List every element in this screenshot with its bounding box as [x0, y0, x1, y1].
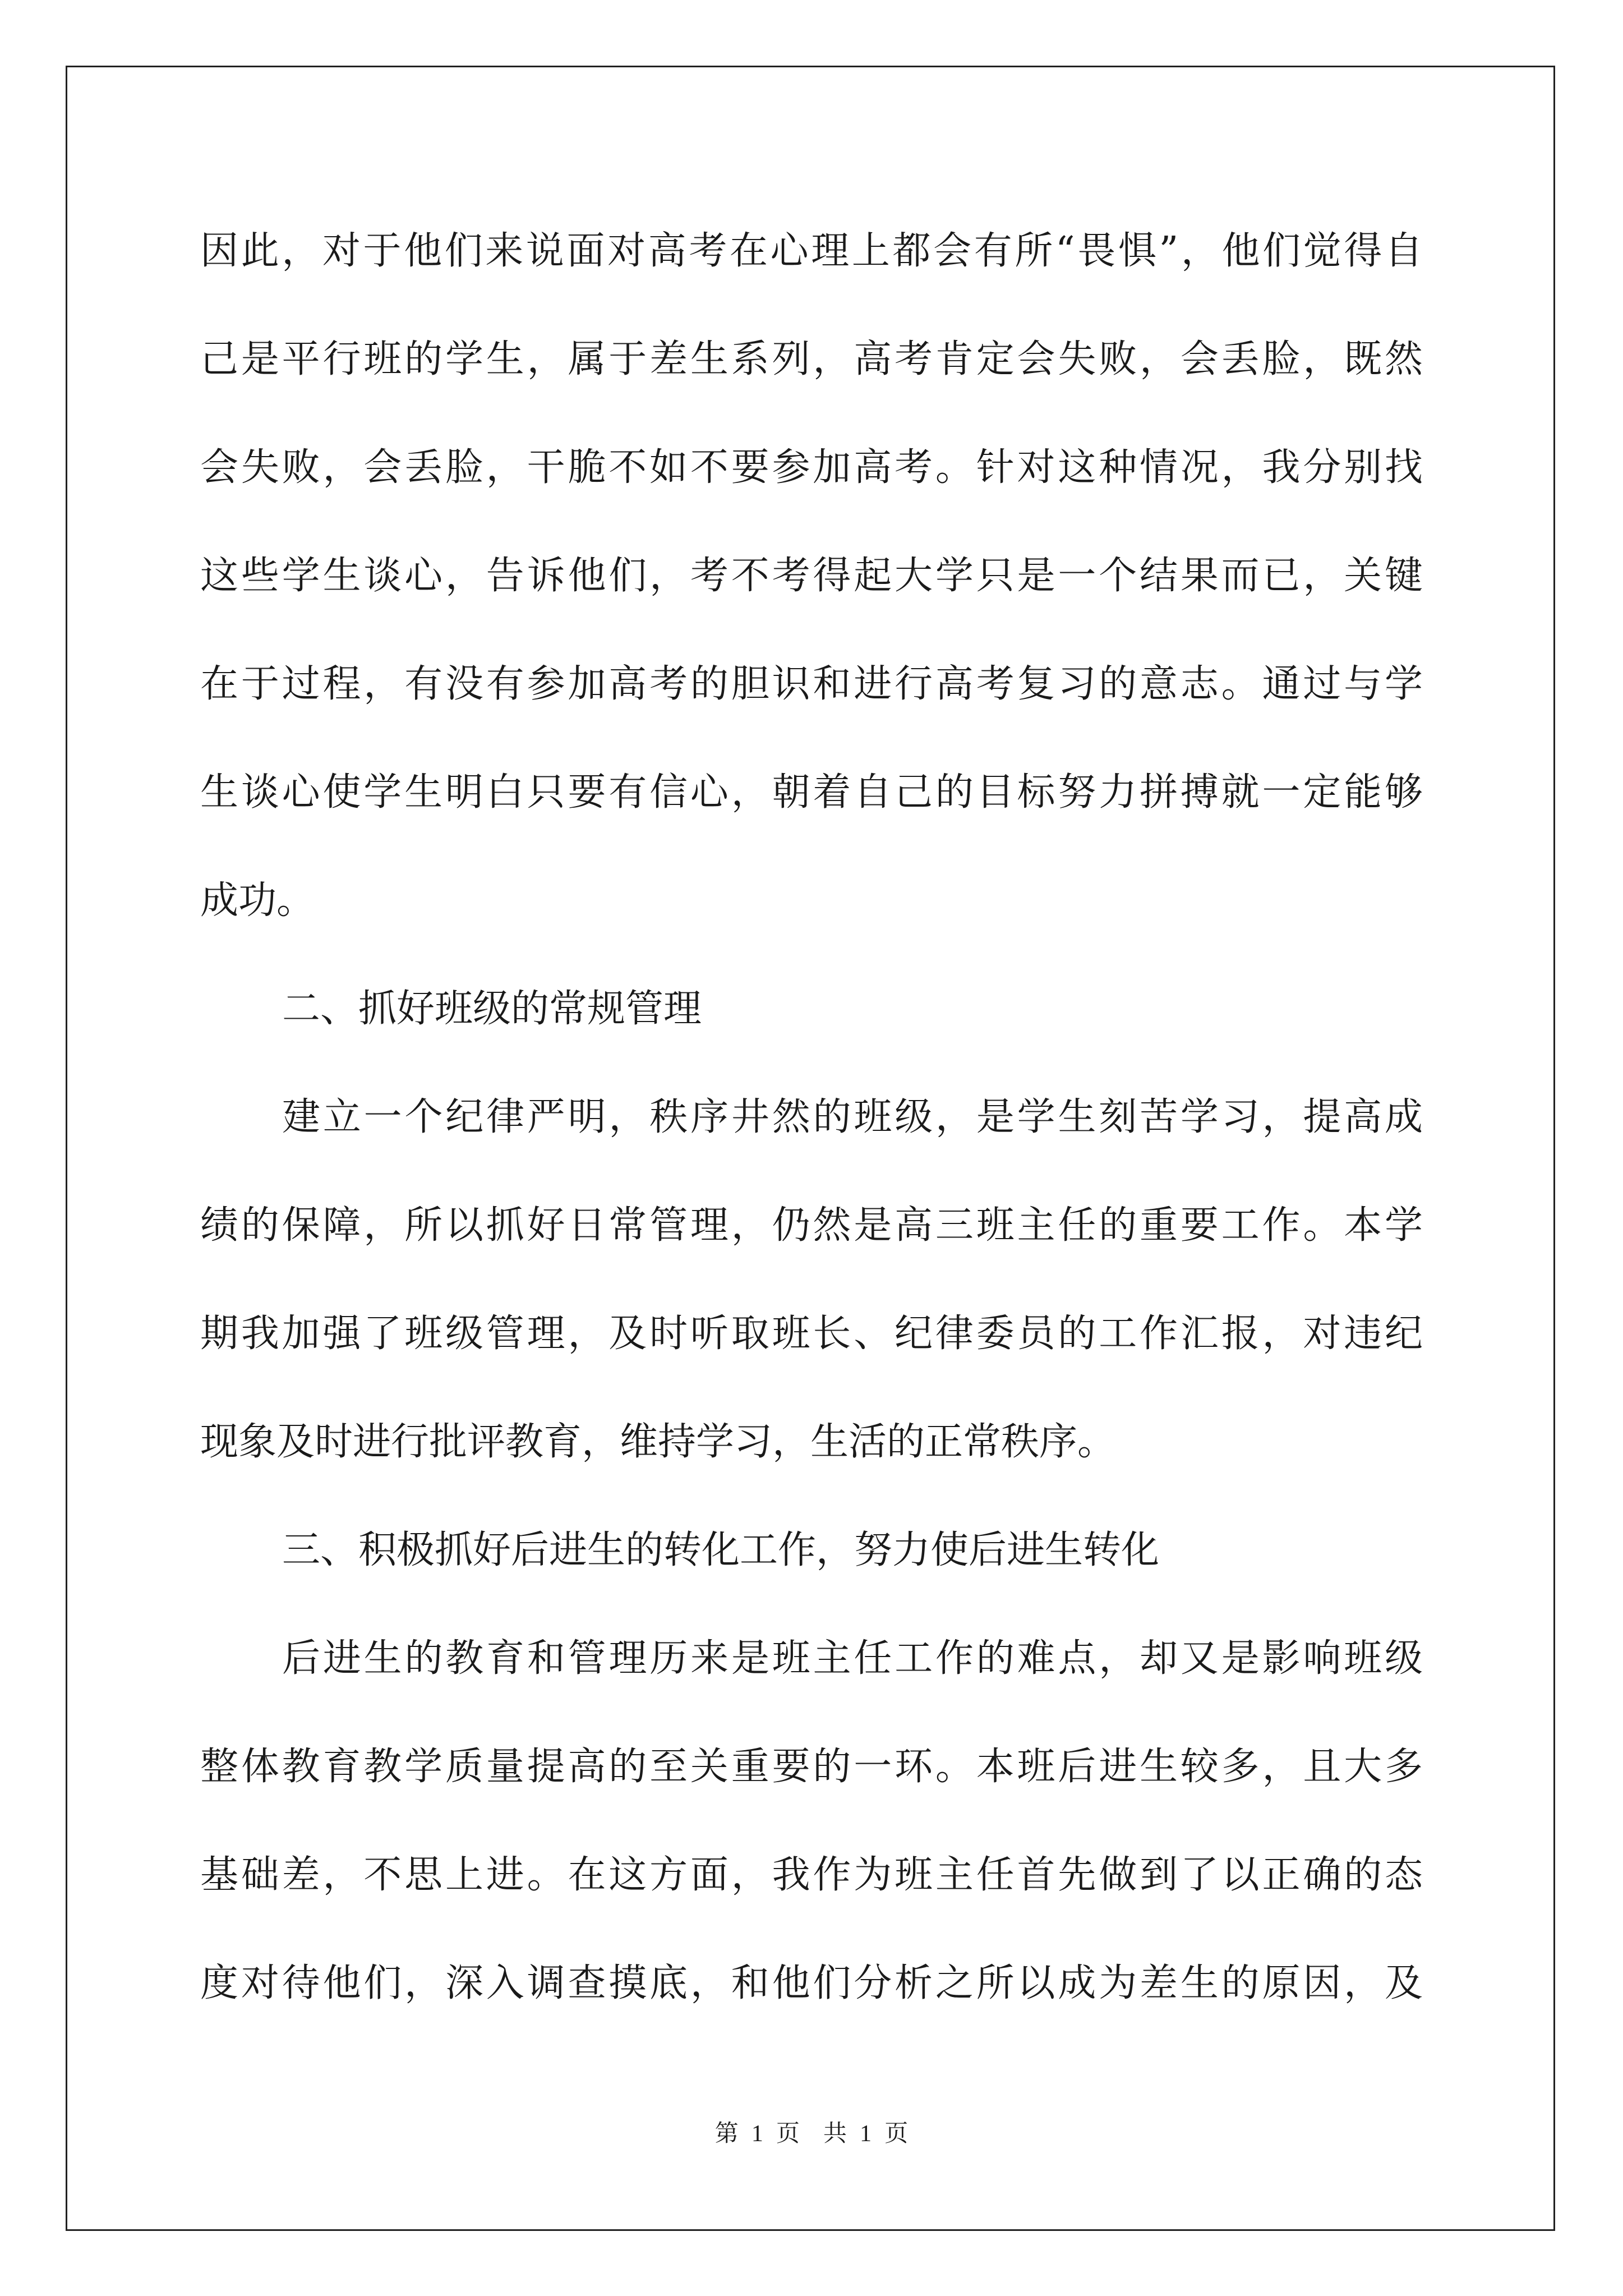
paragraph-line: 生谈心使学生明白只要有信心，朝着自己的目标努力拼搏就一定能够: [200, 770, 1423, 815]
page-number: 第 1 页 共 1 页: [714, 2121, 909, 2147]
section-heading: 三、积极抓好后进生的转化工作，努力使后进生转化: [282, 1528, 1160, 1572]
paragraph-line: 在于过程，有没有参加高考的胆识和进行高考复习的意志。通过与学: [200, 662, 1423, 706]
paragraph-line: 度对待他们，深入调查摸底，和他们分析之所以成为差生的原因，及: [200, 1961, 1423, 2005]
paragraph-line: 后进生的教育和管理历来是班主任工作的难点，却又是影响班级: [282, 1636, 1423, 1681]
paragraph-line: 整体教育教学质量提高的至关重要的一环。本班后进生较多，且大多: [200, 1745, 1423, 1789]
paragraph-line: 期我加强了班级管理，及时听取班长、纪律委员的工作汇报，对违纪: [200, 1312, 1423, 1356]
paragraph-line: 会失败，会丢脸，干脆不如不要参加高考。针对这种情况，我分别找: [200, 445, 1423, 490]
paragraph-line: 这些学生谈心，告诉他们，考不考得起大学只是一个结果而已，关键: [200, 554, 1423, 598]
section-heading: 二、抓好班级的常规管理: [282, 987, 702, 1031]
paragraph-line: 绩的保障，所以抓好日常管理，仍然是高三班主任的重要工作。本学: [200, 1203, 1423, 1248]
page-border: [66, 66, 1555, 2231]
paragraph-line: 建立一个纪律严明，秩序井然的班级，是学生刻苦学习，提高成: [282, 1095, 1423, 1139]
paragraph-line: 基础差，不思上进。在这方面，我作为班主任首先做到了以正确的态: [200, 1853, 1423, 1897]
paragraph-line: 成功。: [200, 878, 315, 923]
paragraph-line: 现象及时进行批评教育，维持学习，生活的正常秩序。: [200, 1420, 1116, 1464]
paragraph-line: 因此，对于他们来说面对高考在心理上都会有所“畏惧”，他们觉得自: [200, 229, 1423, 273]
paragraph-line: 己是平行班的学生，属于差生系列，高考肯定会失败，会丢脸，既然: [200, 337, 1423, 381]
